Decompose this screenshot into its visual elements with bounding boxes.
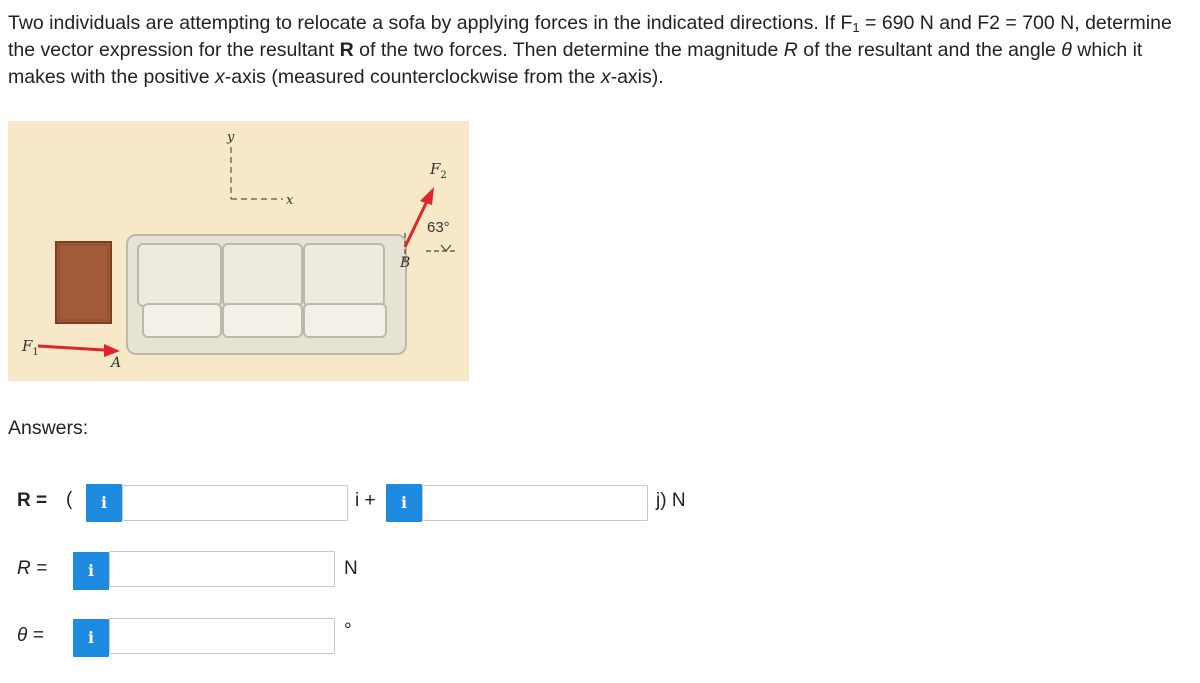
- theta-input[interactable]: [109, 618, 335, 654]
- newton-unit-label: N: [344, 558, 358, 579]
- r-magnitude-input[interactable]: [109, 551, 335, 587]
- angle-label: 63°: [427, 219, 450, 236]
- r-j-component-input[interactable]: [422, 485, 648, 521]
- degree-unit-label: °: [344, 620, 352, 641]
- i-plus-label: i +: [355, 490, 376, 511]
- open-paren: (: [66, 489, 73, 510]
- answers-label: Answers:: [8, 417, 89, 439]
- axis-x-label: x: [286, 193, 294, 208]
- info-icon[interactable]: i: [386, 484, 422, 522]
- f2-label: $F_2$: [430, 160, 447, 181]
- sofa: [127, 235, 406, 354]
- info-icon[interactable]: i: [86, 484, 122, 522]
- f1-label: $F_1$: [22, 337, 39, 358]
- r-vector-label: R =: [17, 490, 48, 511]
- point-a-label: A: [111, 355, 122, 371]
- question-text: Two individuals are attempting to relocate a sofa by applying forces in the indicated directions. If $F_1 = 690$ N and F2 = 700 N, determine the vector expression for the resultant R of the two forces. Then determine the magnitude R of the resultant and the angle θ which it makes with the positive x-axis (measured counterclockwise from the x-axis).: [8, 12, 1172, 88]
- sofa-figure: [8, 121, 469, 381]
- info-icon[interactable]: i: [73, 619, 109, 657]
- r-magnitude-label: R =: [17, 558, 48, 579]
- j-unit-label: j) N: [656, 490, 686, 511]
- point-b-label: B: [400, 255, 411, 271]
- theta-label: θ =: [17, 625, 44, 646]
- r-i-component-input[interactable]: [122, 485, 348, 521]
- axis-y-label: y: [227, 130, 235, 145]
- info-icon[interactable]: i: [73, 552, 109, 590]
- table: [56, 242, 111, 323]
